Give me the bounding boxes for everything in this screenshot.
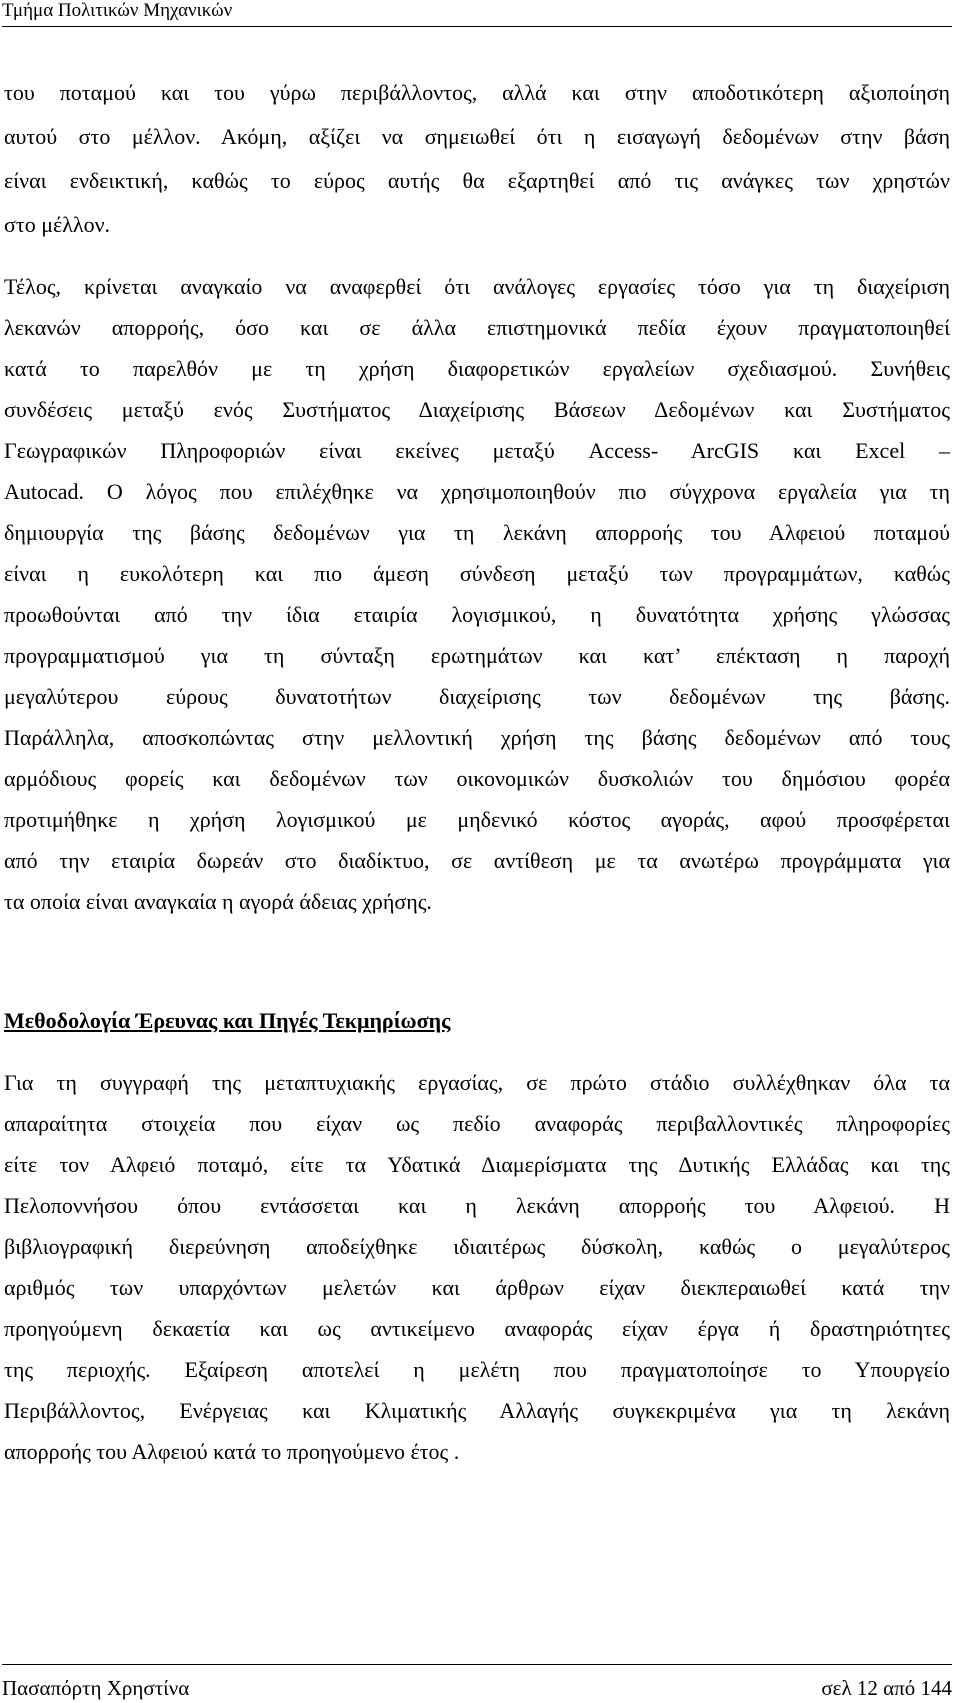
text-line: είναι ενδεικτική, καθώς το εύρος αυτής θα εξαρτηθεί από τις ανάγκες των χρηστών xyxy=(4,168,950,193)
text-line: βιβλιογραφική διερεύνηση αποδείχθηκε ιδιαιτέρως δύσκολη, καθώς ο μεγαλύτερος xyxy=(4,1234,950,1259)
text-line: αρμόδιους φορείς και δεδομένων των οικονομικών δυσκολιών του δημόσιου φορέα xyxy=(4,766,950,791)
text-line: αριθμός των υπαρχόντων μελετών και άρθρων είχαν διεκπεραιωθεί κατά την xyxy=(4,1275,950,1300)
text-line: προτιμήθηκε η χρήση λογισμικού με μηδενικό κόστος αγοράς, αφού προσφέρεται xyxy=(4,807,950,832)
text-line: συνδέσεις μεταξύ ενός Συστήματος Διαχείρισης Βάσεων Δεδομένων και Συστήματος xyxy=(4,397,950,422)
header-title: Τμήμα Πολιτικών Μηχανικών xyxy=(2,0,233,21)
text-line: Περιβάλλοντος, Ενέργειας και Κλιματικής Αλλαγής συγκεκριμένα για τη λεκάνη xyxy=(4,1398,950,1423)
text-line: του ποταμού και του γύρω περιβάλλοντος, αλλά και στην αποδοτικότερη αξιοποίηση xyxy=(4,80,950,105)
text-line: είτε τον Αλφειό ποταμό, είτε τα Υδατικά Διαμερίσματα της Δυτικής Ελλάδας και της xyxy=(4,1152,950,1177)
page-footer xyxy=(2,1664,952,1699)
text-line: από την εταιρία δωρεάν στο διαδίκτυο, σε αντίθεση με τα ανωτέρω προγράμματα για xyxy=(4,848,950,873)
text-line: Autocad. Ο λόγος που επιλέχθηκε να χρησιμοποιηθούν πιο σύγχρονα εργαλεία για τη xyxy=(4,479,950,504)
text-line: Τέλος, κρίνεται αναγκαίο να αναφερθεί ότι ανάλογες εργασίες τόσο για τη διαχείριση xyxy=(4,274,950,299)
text-line: κατά το παρελθόν με τη χρήση διαφορετικών εργαλείων σχεδιασμού. Συνήθεις xyxy=(4,356,950,381)
text-line: προηγούμενη δεκαετία και ως αντικείμενο αναφοράς είχαν έργα ή δραστηριότητες xyxy=(4,1316,950,1341)
text-line: στο μέλλον. xyxy=(4,212,111,237)
text-line: δημιουργία της βάσης δεδομένων για τη λεκάνη απορροής του Αλφειού ποταμού xyxy=(4,520,950,545)
section-heading: Μεθοδολογία Έρευνας και Πηγές Τεκμηρίωσης xyxy=(4,1008,451,1033)
text-line: αυτού στο μέλλον. Ακόμη, αξίζει να σημειωθεί ότι η εισαγωγή δεδομένων στην βάση xyxy=(4,124,950,149)
footer-author: Πασαπόρτη Χρηστίνα xyxy=(2,1676,190,1700)
text-line: προγραμματισμού για τη σύνταξη ερωτημάτων και κατ’ επέκταση η παροχή xyxy=(4,643,950,668)
text-line: της περιοχής. Εξαίρεση αποτελεί η μελέτη που πραγματοποίησε το Υπουργείο xyxy=(4,1357,950,1382)
text-line: τα οποία είναι αναγκαία η αγορά άδειας χρήσης. xyxy=(4,889,432,914)
text-line: απορροής του Αλφειού κατά το προηγούμενο έτος . xyxy=(4,1439,460,1464)
text-line: Παράλληλα, αποσκοπώντας στην μελλοντική χρήση της βάσης δεδομένων από τους xyxy=(4,725,950,750)
footer-page-number: σελ 12 από 144 xyxy=(821,1676,952,1700)
text-line: είναι η ευκολότερη και πιο άμεση σύνδεση μεταξύ των προγραμμάτων, καθώς xyxy=(4,561,950,586)
text-line: Πελοποννήσου όπου εντάσσεται και η λεκάνη απορροής του Αλφειού. Η xyxy=(4,1193,950,1218)
text-line: μεγαλύτερου εύρους δυνατοτήτων διαχείρισης των δεδομένων της βάσης. xyxy=(4,684,950,709)
text-line: λεκανών απορροής, όσο και σε άλλα επιστημονικά πεδία έχουν πραγματοποιηθεί xyxy=(4,315,950,340)
text-line: απαραίτητα στοιχεία που είχαν ως πεδίο αναφοράς περιβαλλοντικές πληροφορίες xyxy=(4,1111,950,1136)
text-line: προωθούνται από την ίδια εταιρία λογισμικού, η δυνατότητα χρήσης γλώσσας xyxy=(4,602,950,627)
text-line: Γεωγραφικών Πληροφοριών είναι εκείνες μεταξύ Access- ArcGIS και Excel – xyxy=(4,438,950,463)
page-header xyxy=(2,0,952,27)
text-line: Για τη συγγραφή της μεταπτυχιακής εργασίας, σε πρώτο στάδιο συλλέχθηκαν όλα τα xyxy=(4,1070,950,1095)
